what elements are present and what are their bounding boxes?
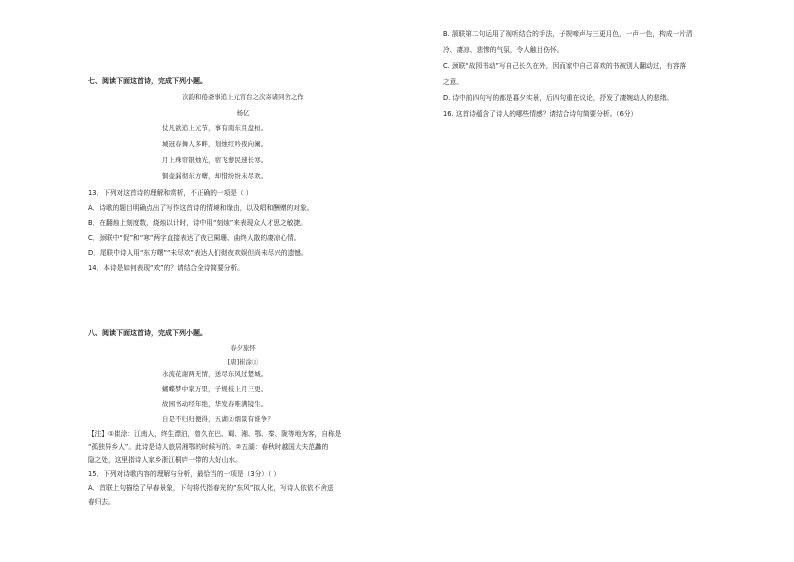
option-line: C. 颈联“故园书动”写自己长久在外，因而家中自己喜欢的书被别人翻动过，有容落 — [443, 62, 687, 70]
question-15: 15．下列对诗歌内容的理解与分析，最恰当的一项是（3分）（ ） — [88, 470, 281, 478]
option-line: D. 诗中前四句写的都是暮夕实景，后四句重在议论，抒发了凄婉动人的悲绪。 — [443, 94, 674, 102]
poem-line: 铜壶漏彻东方曙，却惜纷纷未尽欢。 — [162, 172, 268, 180]
question-13-option: A．诗歌的题目明确点出了写作这首诗的情境和缘由，以及唱和酬赠的对象。 — [88, 204, 314, 212]
section-seven — [88, 76, 398, 276]
poem-line: 自是不归归便得，五湖②烟景有谁争？ — [162, 415, 275, 423]
poem-notes — [88, 428, 398, 467]
poem-line: 仗凡欲追上元节，事有南东且盘桓。 — [162, 124, 268, 132]
question-13-option: D．尾联中诗人用“东方曙”“未尽欢”表达人们彻夜欢娱但尚未尽兴的遗憾。 — [88, 249, 308, 257]
poem-line: 月上珠帘银烛光，宿飞蓼民速长寒。 — [162, 156, 268, 164]
section-eight — [88, 328, 398, 509]
question-13: 13．下列对这首诗的理解和赏析，不正确的一项是（ ） — [88, 189, 253, 197]
poem-line: 城冠春舞人多畔，划烛红吟夜向阑。 — [162, 140, 268, 148]
section-heading: 七、阅读下面这首诗，完成下列小题。 — [88, 77, 207, 85]
note-line: “孤独异乡人”。此诗是诗人旅居湘鄂的时候写的。②五湖：春秋时越国大夫范蠡的 — [88, 443, 329, 451]
poem-author: 杨亿 — [236, 109, 250, 117]
question-13-option: B．在翻烛上刻度数，烧烛以计时，诗中用“刻烛”来表现众人才思之敏捷。 — [88, 219, 307, 227]
poem-author: [唐]崔涂① — [227, 358, 259, 366]
option-line: 之意。 — [443, 78, 464, 86]
question-14: 14．本诗是如何表现“欢”的？请结合全诗简要分析。 — [88, 264, 244, 272]
question-13-option: C．颈联中“促”和“寒”两字直接表达了夜已阑珊、曲终人散的凄凉心情。 — [88, 234, 301, 242]
option-line: B. 颔联第二句运用了视听结合的手法，子规啼声与三更月色，一声一色，构成一片清 — [443, 30, 693, 38]
poem-line: 蝴蝶梦中家万里，子规枝上月三更。 — [162, 385, 268, 393]
right-column — [443, 26, 761, 122]
poem-body — [88, 120, 398, 184]
note-line: 隐之处，这里指诗人家乡浙江桐庐一带的大好山水。 — [88, 456, 242, 464]
poem-line: 故园书动经年绝，华发春唯满镜生。 — [162, 400, 268, 408]
poem-title: 春夕旅怀 — [230, 344, 256, 352]
question-15-option: 春归去。 — [88, 498, 115, 506]
poem-body — [88, 367, 398, 427]
note-line: 【注】①崔涂：江南人，终生漂泊，曾久在巴、蜀、湘、鄂、秦、陇等地为客，自称是 — [88, 430, 342, 438]
question-15-option: A．首联上句描绘了早春景象，下句将代指春光的“东风”拟人化，写诗人依依不舍送 — [88, 484, 334, 492]
poem-line: 水流花谢两无情，送尽东风过楚城。 — [162, 370, 268, 378]
option-line: 冷、凄凉、悲惨的气氛，令人触目伤怀。 — [443, 46, 564, 54]
section-heading: 八、阅读下面这首诗，完成下列小题。 — [88, 329, 207, 337]
poem-title: 次韵和倦斋事追上元宵台之次寄诸同舍之作 — [182, 93, 304, 101]
question-16: 16. 这首诗蕴含了诗人的哪些情感？请结合诗句简要分析。（6分） — [443, 110, 638, 118]
